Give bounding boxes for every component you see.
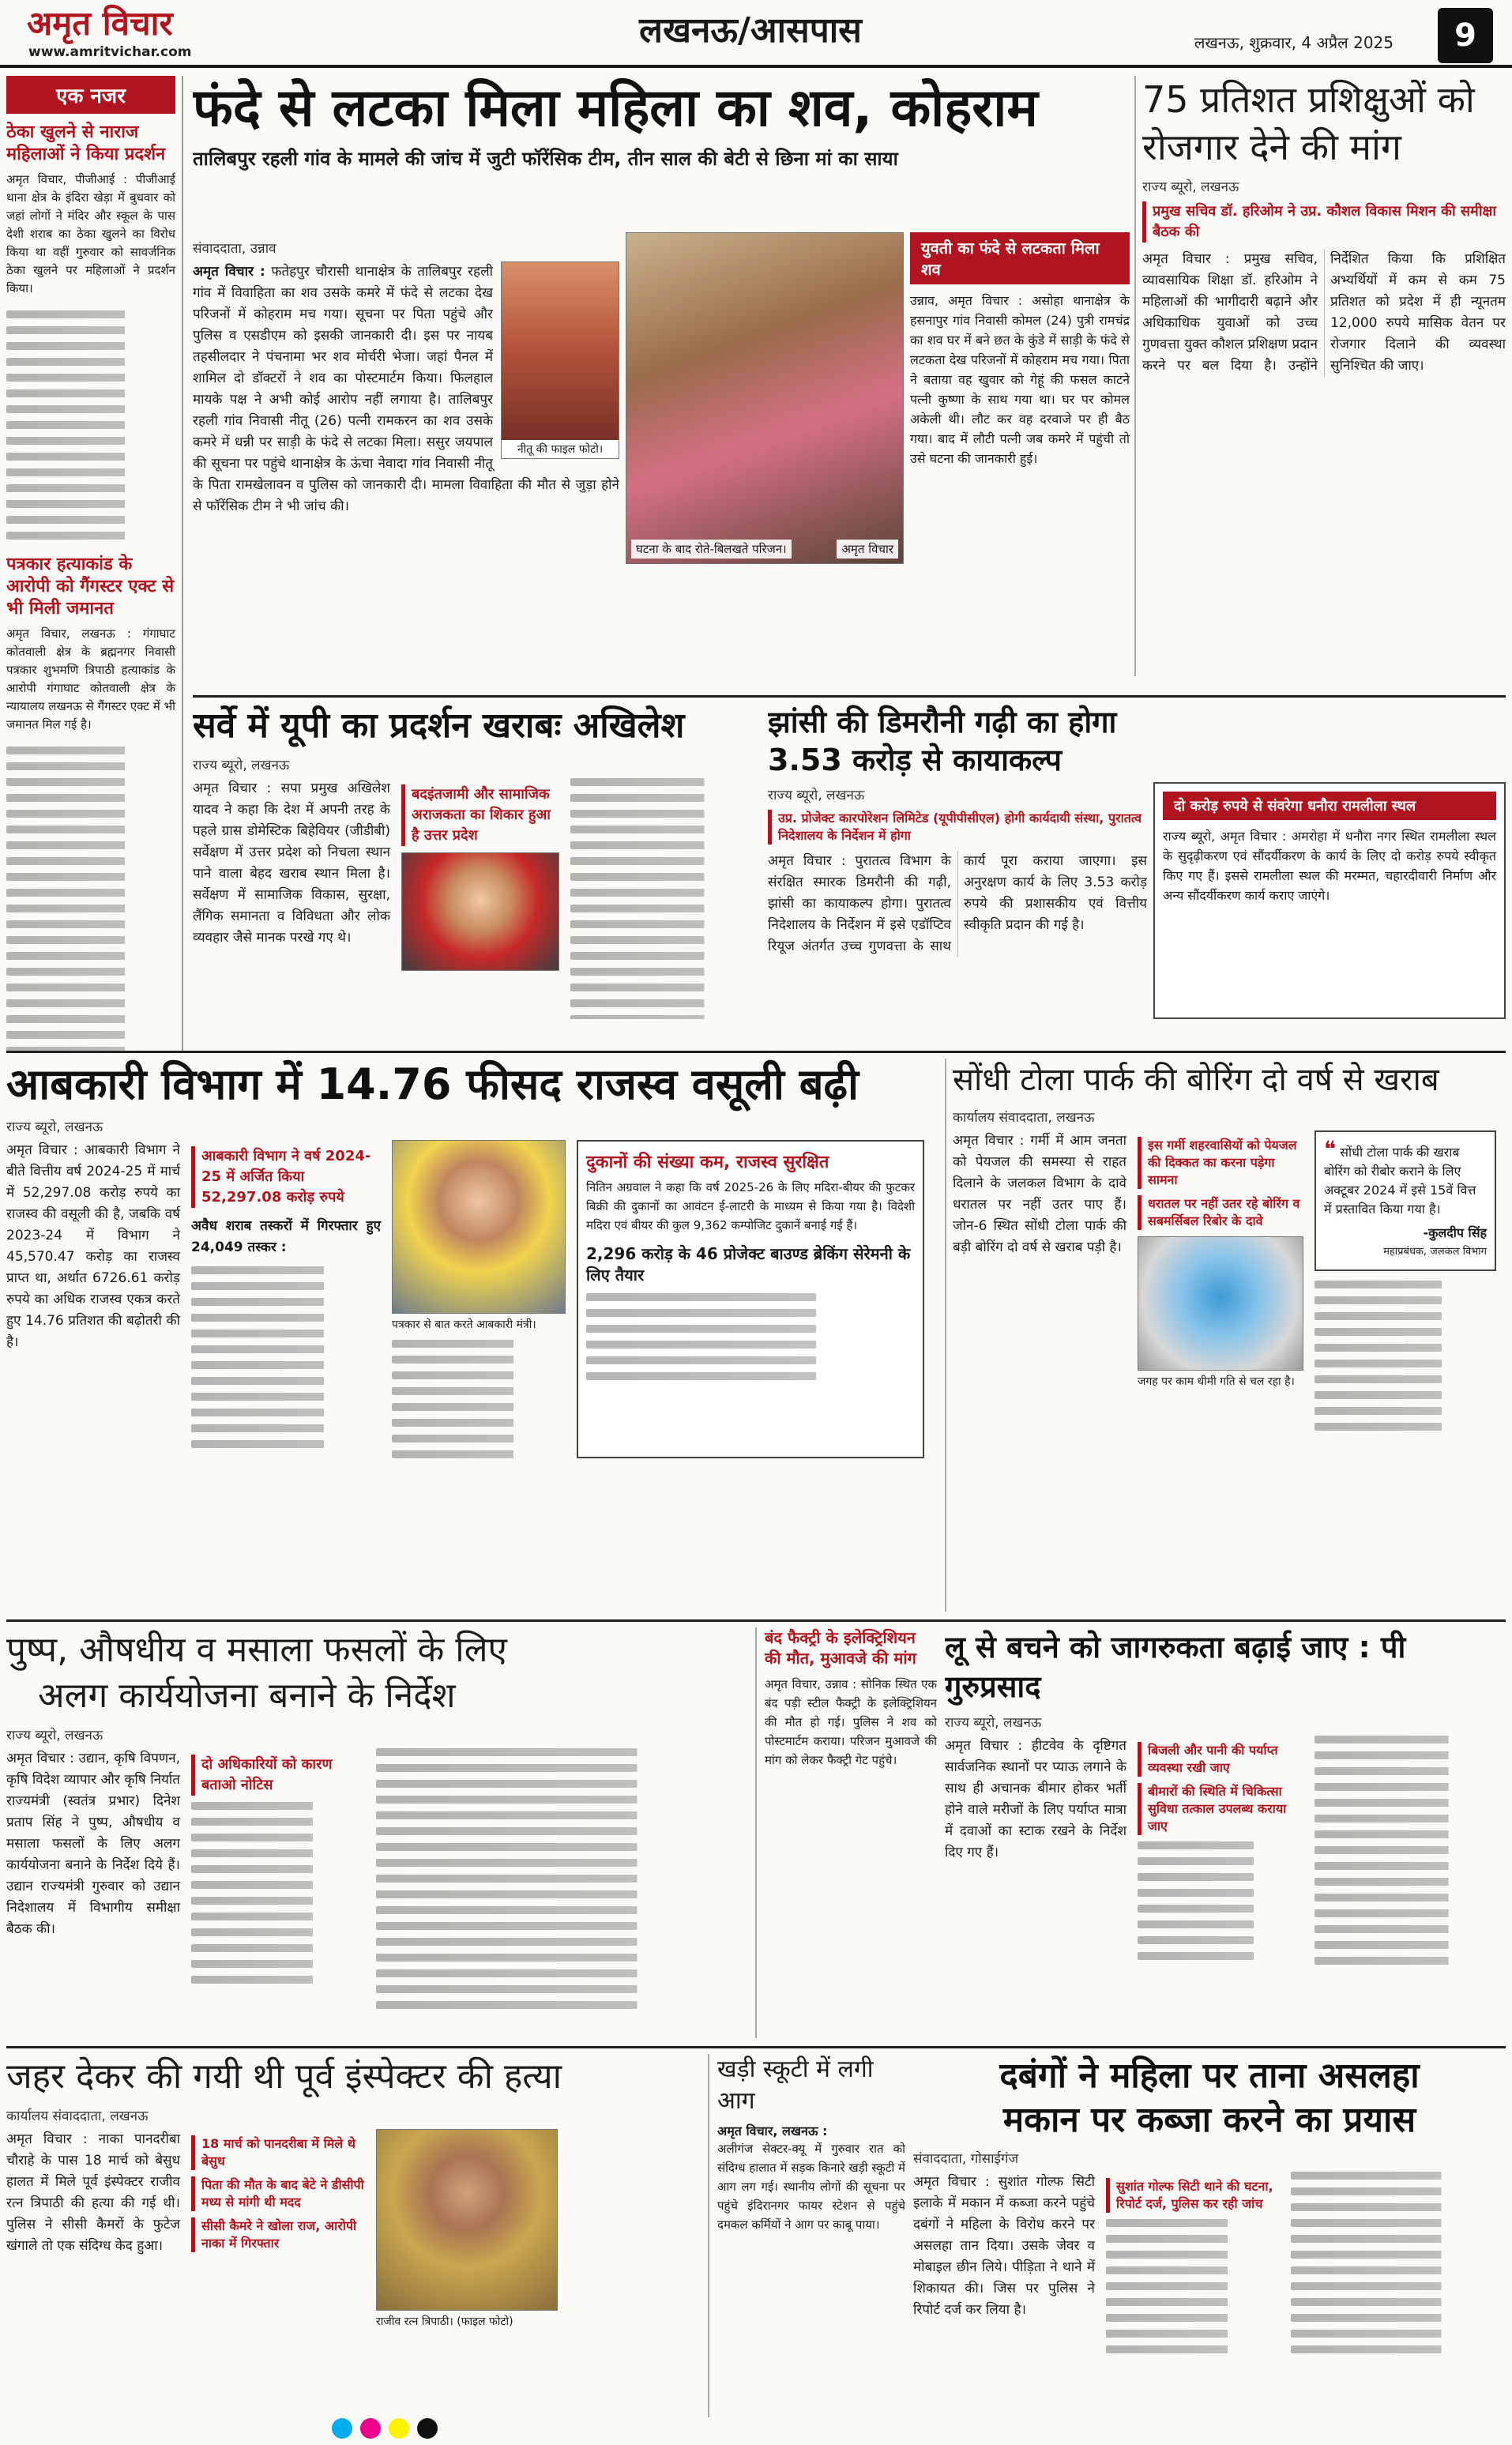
lead-story-header bbox=[193, 76, 1128, 226]
akhilesh-story bbox=[193, 703, 762, 1019]
dhanora-body: राज्य ब्यूरो, अमृत विचार : अमरोहा में धनौरा नगर स्थित रामलीला स्थल के सुदृढ़ीकरण एवं सौंदर्यीकरण के कार्य के लिए दो करोड़ रुपये स्वीकृत किए गए हैं। इससे रामलीला स्थल की मरम्मत, चहारदीवारी निर्माण और अन्य सौंदर्यीकरण कार्य कराए जाएंगे। bbox=[1163, 829, 1496, 903]
photo-caption: जगह पर काम धीमी गति से चल रहा है। bbox=[1138, 1375, 1295, 1388]
excise-headline[interactable]: आबकारी विभाग में 14.76 फीसद राजस्व वसूली बढ़ी bbox=[6, 1059, 859, 1109]
photo-caption: राजीव रत्न त्रिपाठी। (फाइल फोटो) bbox=[376, 2315, 513, 2328]
dabang-body: अमृत विचार : सुशांत गोल्फ सिटी इलाके में मकान में कब्जा करने पहुंचे दबंगों ने महिला के विरोध करने पर असलहा तान दिया। उसके जेवर व मोबाइल छीन लिये। पीड़िता ने थाने में शिकायत की। जिस पर पुलिस ने रिपोर्ट दर्ज कर लिया है। bbox=[913, 2174, 1095, 2318]
text-filler bbox=[392, 1340, 566, 1458]
top-right-story bbox=[1142, 76, 1506, 684]
factory-body: अमृत विचार, उन्नाव : सोनिक स्थित एक बंद पड़ी स्टील फैक्ट्री के इलेक्ट्रिशियन की मौत हो गई। पुलिस ने शव को पोस्टमार्टम कराया। परिजन मुआवजे की मांग को लेकर फैक्ट्री गेट पहुंचे। bbox=[765, 1677, 937, 1767]
pointer: बदइंतजामी और सामाजिक अराजकता का शिकार हुआ है उत्तर प्रदेश bbox=[401, 784, 559, 846]
left-column bbox=[6, 76, 183, 1051]
pointer: सुशांत गोल्फ सिटी थाने की घटना, रिपोर्ट दर्ज, पुलिस कर रही जांच bbox=[1106, 2178, 1280, 2213]
byline: राज्य ब्यूरो, लखनऊ bbox=[1142, 179, 1239, 195]
top-right-body: अमृत विचार : प्रमुख सचिव, व्यावसायिक शिक्षा डॉ. हरिओम ने महिलाओं की भागीदारी बढ़ाने और अधिकाधिक युवाओं को उच्च गुणवत्ता युक्त कौशल प्रशिक्षण प्रदान करने पर बल दिया है। उन्होंने निर्देशित किया कि प्रशिक्षित अभ्यर्थियों में कम से कम 75 प्रतिशत को प्रदेश में ही न्यूनतम 12,000 रुपये मासिक वेतन पर रोजगार दिलाने की व्यवस्था सुनिश्चित की जाए। bbox=[1142, 251, 1506, 374]
loo-body: अमृत विचार : हीटवेव के दृष्टिगत सार्वजनिक स्थानों पर प्याऊ लगाने के साथ ही अचानक बीमार होकर भर्ती होने वाले मरीजों के लिए पर्याप्त मात्रा में दवाओं का स्टाक रखने के निर्देश दिए गए हैं। bbox=[945, 1738, 1126, 1860]
text-filler bbox=[1106, 2219, 1280, 2353]
sondhi-body: अमृत विचार : गर्मी में आम जनता को पेयजल की समस्या से राहत दिलाने के जलकल विभाग के दावे धरातल पर नहीं उतर पाए हैं। जोन-6 स्थित सोंधी टोला पार्क की बड़ी बोरिंग दो वर्ष से खराब पड़ी है। bbox=[953, 1133, 1126, 1255]
dabang-story bbox=[913, 2054, 1506, 2417]
byline: अमृत विचार, लखनऊ : bbox=[717, 2123, 828, 2138]
loo-story bbox=[945, 1627, 1506, 2038]
section-divider bbox=[6, 1051, 1506, 1053]
lead-subhead: तालिबपुर रहली गांव के मामले की जांच में जुटी फॉरेंसिक टीम, तीन साल की बेटी से छिना मां का साया bbox=[193, 148, 898, 170]
inspector-headline[interactable]: जहर देकर की गयी थी पूर्व इंस्पेक्टर की हत्या bbox=[6, 2056, 562, 2097]
byline: राज्य ब्यूरो, लखनऊ bbox=[6, 1728, 103, 1743]
excise-photo bbox=[392, 1140, 566, 1314]
pointer: दो अधिकारियों को कारण बताओ नोटिस bbox=[191, 1755, 365, 1796]
quote-box bbox=[1315, 1130, 1496, 1271]
dhanora-box bbox=[1153, 782, 1506, 1019]
dhanora-bar[interactable]: दो करोड़ रुपये से संवरेगा धनौरा रामलीला स्थल bbox=[1163, 792, 1496, 820]
brief-text: अमृत विचार, पीजीआई : पीजीआई थाना क्षेत्र के इंदिरा खेड़ा में बुधवार को जहां लोगों ने मंदिर और स्कूल के पास देशी शराब का ठेका खुलने का विरोध किया था वहीं गुरुवार को सावर्जनिक ठेका खुलने पर महिलाओं ने प्रदर्शन किया। bbox=[6, 172, 175, 295]
factory-headline[interactable]: बंद फैक्ट्री के इलेक्ट्रिशियन की मौत, मुआवजे की मांग bbox=[765, 1628, 916, 1668]
byline: संवाददाता, गोसाईगंज bbox=[913, 2151, 1019, 2167]
byline: राज्य ब्यूरो, लखनऊ bbox=[193, 758, 290, 773]
text-filler bbox=[586, 1293, 915, 1380]
crops-headline-2[interactable]: अलग कार्ययोजना बनाने के निर्देश bbox=[38, 1676, 456, 1716]
sondhi-headline[interactable]: सोंधी टोला पार्क की बोरिंग दो वर्ष से खराब bbox=[953, 1062, 1439, 1098]
scooty-headline[interactable]: खड़ी स्कूटी में लगी आग bbox=[717, 2056, 874, 2115]
jhansi-headline[interactable]: झांसी की डिमरौनी गढ़ी का होगा 3.53 करोड़ से कायाकल्प bbox=[768, 705, 1117, 777]
lead-body: फतेहपुर चौरासी थानाक्षेत्र के तालिबपुर रहली गांव में विवाहिता का शव उसके कमरे में फंदे से लटका देख परिजनों में कोहराम मच गया। सूचना पर पिता पहुंचे और पुलिस व एसडीएम को इसकी जानकारी दी। इस पर नायब तहसीलदार ने पंचनामा भर शव मोर्चरी भेजा। जहां पैनल में शामिल दो डॉक्टरों ने शव का पोस्टमार्टम किया। फिलहाल मायके पक्ष ने अभी कोई आरोप नहीं लगाया है। तालिबपुर रहली गांव निवासी नीतू (26) पत्नी रामकरन का शव उसके कमरे में धन्नी पर साड़ी के फंदे से लटका मिला। ससुर जयपाल की सूचना पर पहुंचे थानाक्षेत्र के ऊंचा नेवादा गांव निवासी नीतू के पिता रामखेलावन व पुलिस को जानकारी दी। मामला विवाहिता की मौत से जुड़ा होने से फॉरेंसिक टीम ने भी जांच की। bbox=[193, 264, 619, 514]
sondhi-story bbox=[953, 1059, 1506, 1612]
akhilesh-photo bbox=[401, 852, 559, 971]
brief-headline[interactable]: ठेका खुलने से नाराज महिलाओं ने किया प्रदर्शन bbox=[6, 122, 166, 164]
text-filler bbox=[1315, 1736, 1506, 1965]
loo-headline[interactable]: लू से बचने को जागरुकता बढ़ाई जाए : पी गुरुप्रसाद bbox=[945, 1630, 1406, 1704]
scooty-body: अलीगंज सेक्टर-क्यू में गुरुवार रात को संदिग्ध हालात में सड़क किनारे खड़ी स्कूटी में आग लग गई। स्थानीय लोगों की सूचना पर पहुंचे इंदिरानगर फायर स्टेशन से पहुंचे दमकल कर्मियों ने आग पर काबू पाया। bbox=[717, 2142, 905, 2232]
byline: कार्यालय संवाददाता, लखनऊ bbox=[953, 1110, 1095, 1126]
section-divider bbox=[6, 1619, 1506, 1622]
pointer: 18 मार्च को पानदरीबा में मिले थे बेसुध bbox=[191, 2135, 365, 2170]
jhansi-body: अमृत विचार : पुरातत्व विभाग के संरक्षित स्मारक डिमरौनी की गढ़ी, झांसी का कायाकल्प होगा। पुरातत्व निदेशालय के निर्देशन में इसे एडॉप्टिव रियूज अंतर्गत उच्च गुणवत्ता के साथ कार्य पूरा कराया जाएगा। इस अनुरक्षण कार्य के लिए 3.53 करोड़ रुपये की प्रशासकीय एवं वित्तीय स्वीकृति प्रदान की गई है। bbox=[768, 853, 1147, 954]
lead-headline[interactable]: फंदे से लटका मिला महिला का शव, कोहराम bbox=[193, 77, 1038, 138]
text-filler bbox=[570, 778, 762, 1019]
lead-label: अमृत विचार : bbox=[193, 264, 265, 280]
section-title: लखनऊ/आसपास bbox=[639, 10, 862, 51]
byline: संवाददाता, उन्नाव bbox=[193, 241, 276, 257]
photo-caption: पत्रकार से बात करते आबकारी मंत्री। bbox=[392, 1318, 536, 1331]
pointer: सीसी कैमरे ने खोला राज, आरोपी नाका में गिरफ्तार bbox=[191, 2217, 365, 2252]
top-right-headline[interactable]: 75 प्रतिशत प्रशिक्षुओं को रोजगार देने की मांग bbox=[1142, 78, 1475, 168]
excise-box-sub: 2,296 करोड़ के 46 प्रोजेक्ट बाउण्ड ब्रेकिंग सेरेमनी के लिए तैयार bbox=[586, 1244, 911, 1285]
side-story bbox=[910, 232, 1130, 690]
inspector-story bbox=[6, 2054, 701, 2417]
excise-box-body: नितिन अग्रवाल ने कहा कि वर्ष 2025-26 के लिए मदिरा-बीयर की फुटकर बिक्री की दुकानों का आवंटन ई-लाटरी के माध्यम से किया गया है। विदेशी मदिरा एवं बीयर की कुल 9,362 कम्पोजिट दुकानें बनाई गई हैं। bbox=[586, 1180, 915, 1232]
registration-mark bbox=[417, 2418, 438, 2439]
brand-url[interactable]: www.amritvichar.com bbox=[28, 44, 192, 60]
text-filler bbox=[1291, 2172, 1506, 2353]
text-filler bbox=[6, 310, 175, 540]
dabang-headline-1[interactable]: दबंगों ने महिला पर ताना असलहा bbox=[999, 2056, 1420, 2096]
registration-mark bbox=[360, 2418, 381, 2439]
masthead bbox=[0, 0, 1512, 68]
ek-najar-tag: एक नजर bbox=[6, 76, 175, 114]
column-rule bbox=[945, 1059, 946, 1612]
quote-role: महाप्रबंधक, जलकल विभाग bbox=[1383, 1246, 1487, 1258]
excise-body: अमृत विचार : आबकारी विभाग ने बीते वित्तीय वर्ष 2024-25 में मार्च में 52,297.08 करोड़ रुपये का राजस्व की वसूली की है, जबकि वर्ष 2023-24 में विभाग ने 45,570.47 करोड़ का राजस्व प्राप्त था, अर्थात 6726.61 करोड़ रुपये का अधिक राजस्व एकत्र करते हुए 14.76 प्रतिशत की बढ़ोतरी की है। bbox=[6, 1142, 180, 1350]
byline: राज्य ब्यूरो, लखनऊ bbox=[6, 1119, 103, 1135]
pointer: बीमारों की स्थिति में चिकित्सा सुविधा तत्काल उपलब्ध कराया जाए bbox=[1138, 1783, 1303, 1835]
crops-story bbox=[6, 1627, 749, 2038]
byline: कार्यालय संवाददाता, लखनऊ bbox=[6, 2108, 149, 2124]
text-filler bbox=[376, 1748, 749, 2009]
crops-body: अमृत विचार : उद्यान, कृषि विपणन, कृषि विदेश व्यापार और कृषि निर्यात राज्यमंत्री (स्वतंत्र प्रभार) दिनेश प्रताप सिंह ने पुष्प, औषधीय व मसाला फसलों के लिए अलग कार्ययोजना बनाने के निर्देश दिये हैं। उद्यान राज्यमंत्री गुरुवार को उद्यान निदेशालय में विभागीय समीक्षा बैठक की। bbox=[6, 1751, 180, 1937]
sondhi-photo bbox=[1138, 1236, 1303, 1371]
inspector-photo bbox=[376, 2129, 558, 2311]
akhilesh-headline[interactable]: सर्वे में यूपी का प्रदर्शन खराबः अखिलेश bbox=[193, 705, 685, 746]
scooty-story bbox=[708, 2054, 905, 2417]
column-rule bbox=[1134, 76, 1136, 676]
section-divider bbox=[6, 2046, 1506, 2048]
page-number: 9 bbox=[1438, 8, 1493, 63]
text-filler bbox=[1315, 1281, 1496, 1431]
dabang-headline-2[interactable]: मकान पर कब्जा करने का प्रयास bbox=[1002, 2100, 1416, 2140]
jhansi-story bbox=[768, 703, 1147, 1019]
excise-box-title: दुकानों की संख्या कम, राजस्व सुरक्षित bbox=[586, 1153, 829, 1172]
registration-mark bbox=[389, 2418, 409, 2439]
inset-caption: नीतू की फाइल फोटो। bbox=[502, 440, 619, 458]
registration-mark bbox=[332, 2418, 352, 2439]
excise-subhead: अवैध शराब तस्करों में गिरफ्तार हुए 24,049 तस्कर : bbox=[191, 1218, 381, 1255]
photo-credit: अमृत विचार bbox=[837, 540, 898, 559]
pointer: इस गर्मी शहरवासियों को पेयजल की दिक्कत का करना पड़ेगा सामना bbox=[1138, 1137, 1303, 1189]
quote-icon: ❝ bbox=[1324, 1136, 1337, 1162]
pointer: बिजली और पानी की पर्याप्त व्यवस्था रखी जाए bbox=[1138, 1742, 1303, 1777]
pointer: पिता की मौत के बाद बेटे ने डीसीपी मध्य से मांगी थी मदद bbox=[191, 2176, 365, 2211]
text-filler bbox=[191, 1802, 365, 1984]
inspector-body: अमृत विचार : नाका पानदरीबा चौराहे के पास 18 मार्च को बेसुध हालत में मिले पूर्व इंस्पेक्टर राजीव रत्न त्रिपाठी की हत्या की गई थी। पुलिस ने सीसी कैमरों के फुटेज खंगाले तो एक संदिग्ध केद हुआ। bbox=[6, 2131, 180, 2254]
pointer: उप्र. प्रोजेक्ट कारपोरेशन लिमिटेड (यूपीपीसीएल) होगी कार्यदायी संस्था, पुरातत्व निदेशालय के निर्देशन में होगा bbox=[768, 810, 1147, 844]
crops-headline-1[interactable]: पुष्प, औषधीय व मसाला फसलों के लिए bbox=[6, 1630, 507, 1670]
brief-text: अमृत विचार, लखनऊ : गंगाघाट कोतवाली क्षेत्र के ब्रह्मनगर निवासी पत्रकार शुभमणि त्रिपाठी हत्याकांड के आरोपी गंगाघाट कोतवाली क्षेत्र के न्यायालय लखनऊ से गैंगस्टर एक्ट में भी जमानत मिल गई है। bbox=[6, 626, 175, 732]
quote-author: -कुलदीप सिंह bbox=[1423, 1225, 1487, 1240]
side-story-body: उन्नाव, अमृत विचार : असोहा थानाक्षेत्र के हसनापुर गांव निवासी कोमल (24) पुत्री रामचंद्र का शव घर में बने छत के कुंडे में साड़ी के फंदे से लटकता देख परिजनों में कोहराम मच गया। पिता ने बताया वह खुवार को गेहूं की फसल काटने पत्नी कुष्णा के साथ गया था। घर पर कोमल अकेली थी। लौट कर वह दरवाजे पर ही बैठ गया। बाद में लौटी पत्नी जब कमरे में पहुंची तो उसे घटना की जानकारी हुई। bbox=[910, 293, 1130, 466]
text-filler bbox=[1138, 1841, 1303, 1960]
text-filler bbox=[6, 747, 175, 1051]
pointer: धरातल पर नहीं उतर रहे बोरिंग व सबमर्सिबल रिबोर के दावे bbox=[1138, 1195, 1303, 1230]
brand-logo: अमृत विचार bbox=[27, 4, 173, 43]
byline: राज्य ब्यूरो, लखनऊ bbox=[768, 788, 865, 803]
excise-story bbox=[6, 1059, 938, 1612]
lead-photo bbox=[626, 232, 904, 564]
pointer: प्रमुख सचिव डॉ. हरिओम ने उप्र. कौशल विकास मिशन की समीक्षा बैठक की bbox=[1142, 201, 1506, 243]
factory-story bbox=[755, 1627, 937, 2038]
dateline: लखनऊ, शुक्रवार, 4 अप्रैल 2025 bbox=[1194, 33, 1394, 52]
excise-box bbox=[577, 1140, 924, 1458]
byline: राज्य ब्यूरो, लखनऊ bbox=[945, 1715, 1042, 1731]
pointer: आबकारी विभाग ने वर्ष 2024-25 में अर्जित किया 52,297.08 करोड़ रुपये bbox=[191, 1146, 381, 1208]
photo-caption: घटना के बाद रोते-बिलखते परिजन। bbox=[631, 540, 792, 559]
section-divider bbox=[193, 695, 1506, 698]
brief-headline[interactable]: पत्रकार हत्याकांड के आरोपी को गैंगस्टर एक्ट से भी मिली जमानत bbox=[6, 555, 175, 619]
text-filler bbox=[191, 1266, 381, 1448]
side-story-bar[interactable]: युवती का फंदे से लटकता मिला शव bbox=[910, 232, 1130, 284]
inset-photo bbox=[501, 261, 619, 459]
lead-story-body bbox=[193, 232, 619, 690]
akhilesh-body: अमृत विचार : सपा प्रमुख अखिलेश यादव ने कहा कि देश में अपनी तरह के पहले ग्रास डोमेस्टिक बिहेवियर (जीडीबी) सर्वेक्षण में उत्तर प्रदेश को निचला स्थान पाने वाला बेहद खराब स्थान मिला है। सर्वेक्षण में सामाजिक विकास, सुरक्षा, लैंगिक समानता व विविधता और लोक व्यवहार जैसे मानक परखे गए थे। bbox=[193, 781, 390, 946]
quote-text: सोंधी टोला पार्क की खराब बोरिंग को रीबोर कराने के लिए अक्टूबर 2024 में इसे 15वें वित्त में प्रस्तावित किया गया है। bbox=[1324, 1145, 1476, 1217]
